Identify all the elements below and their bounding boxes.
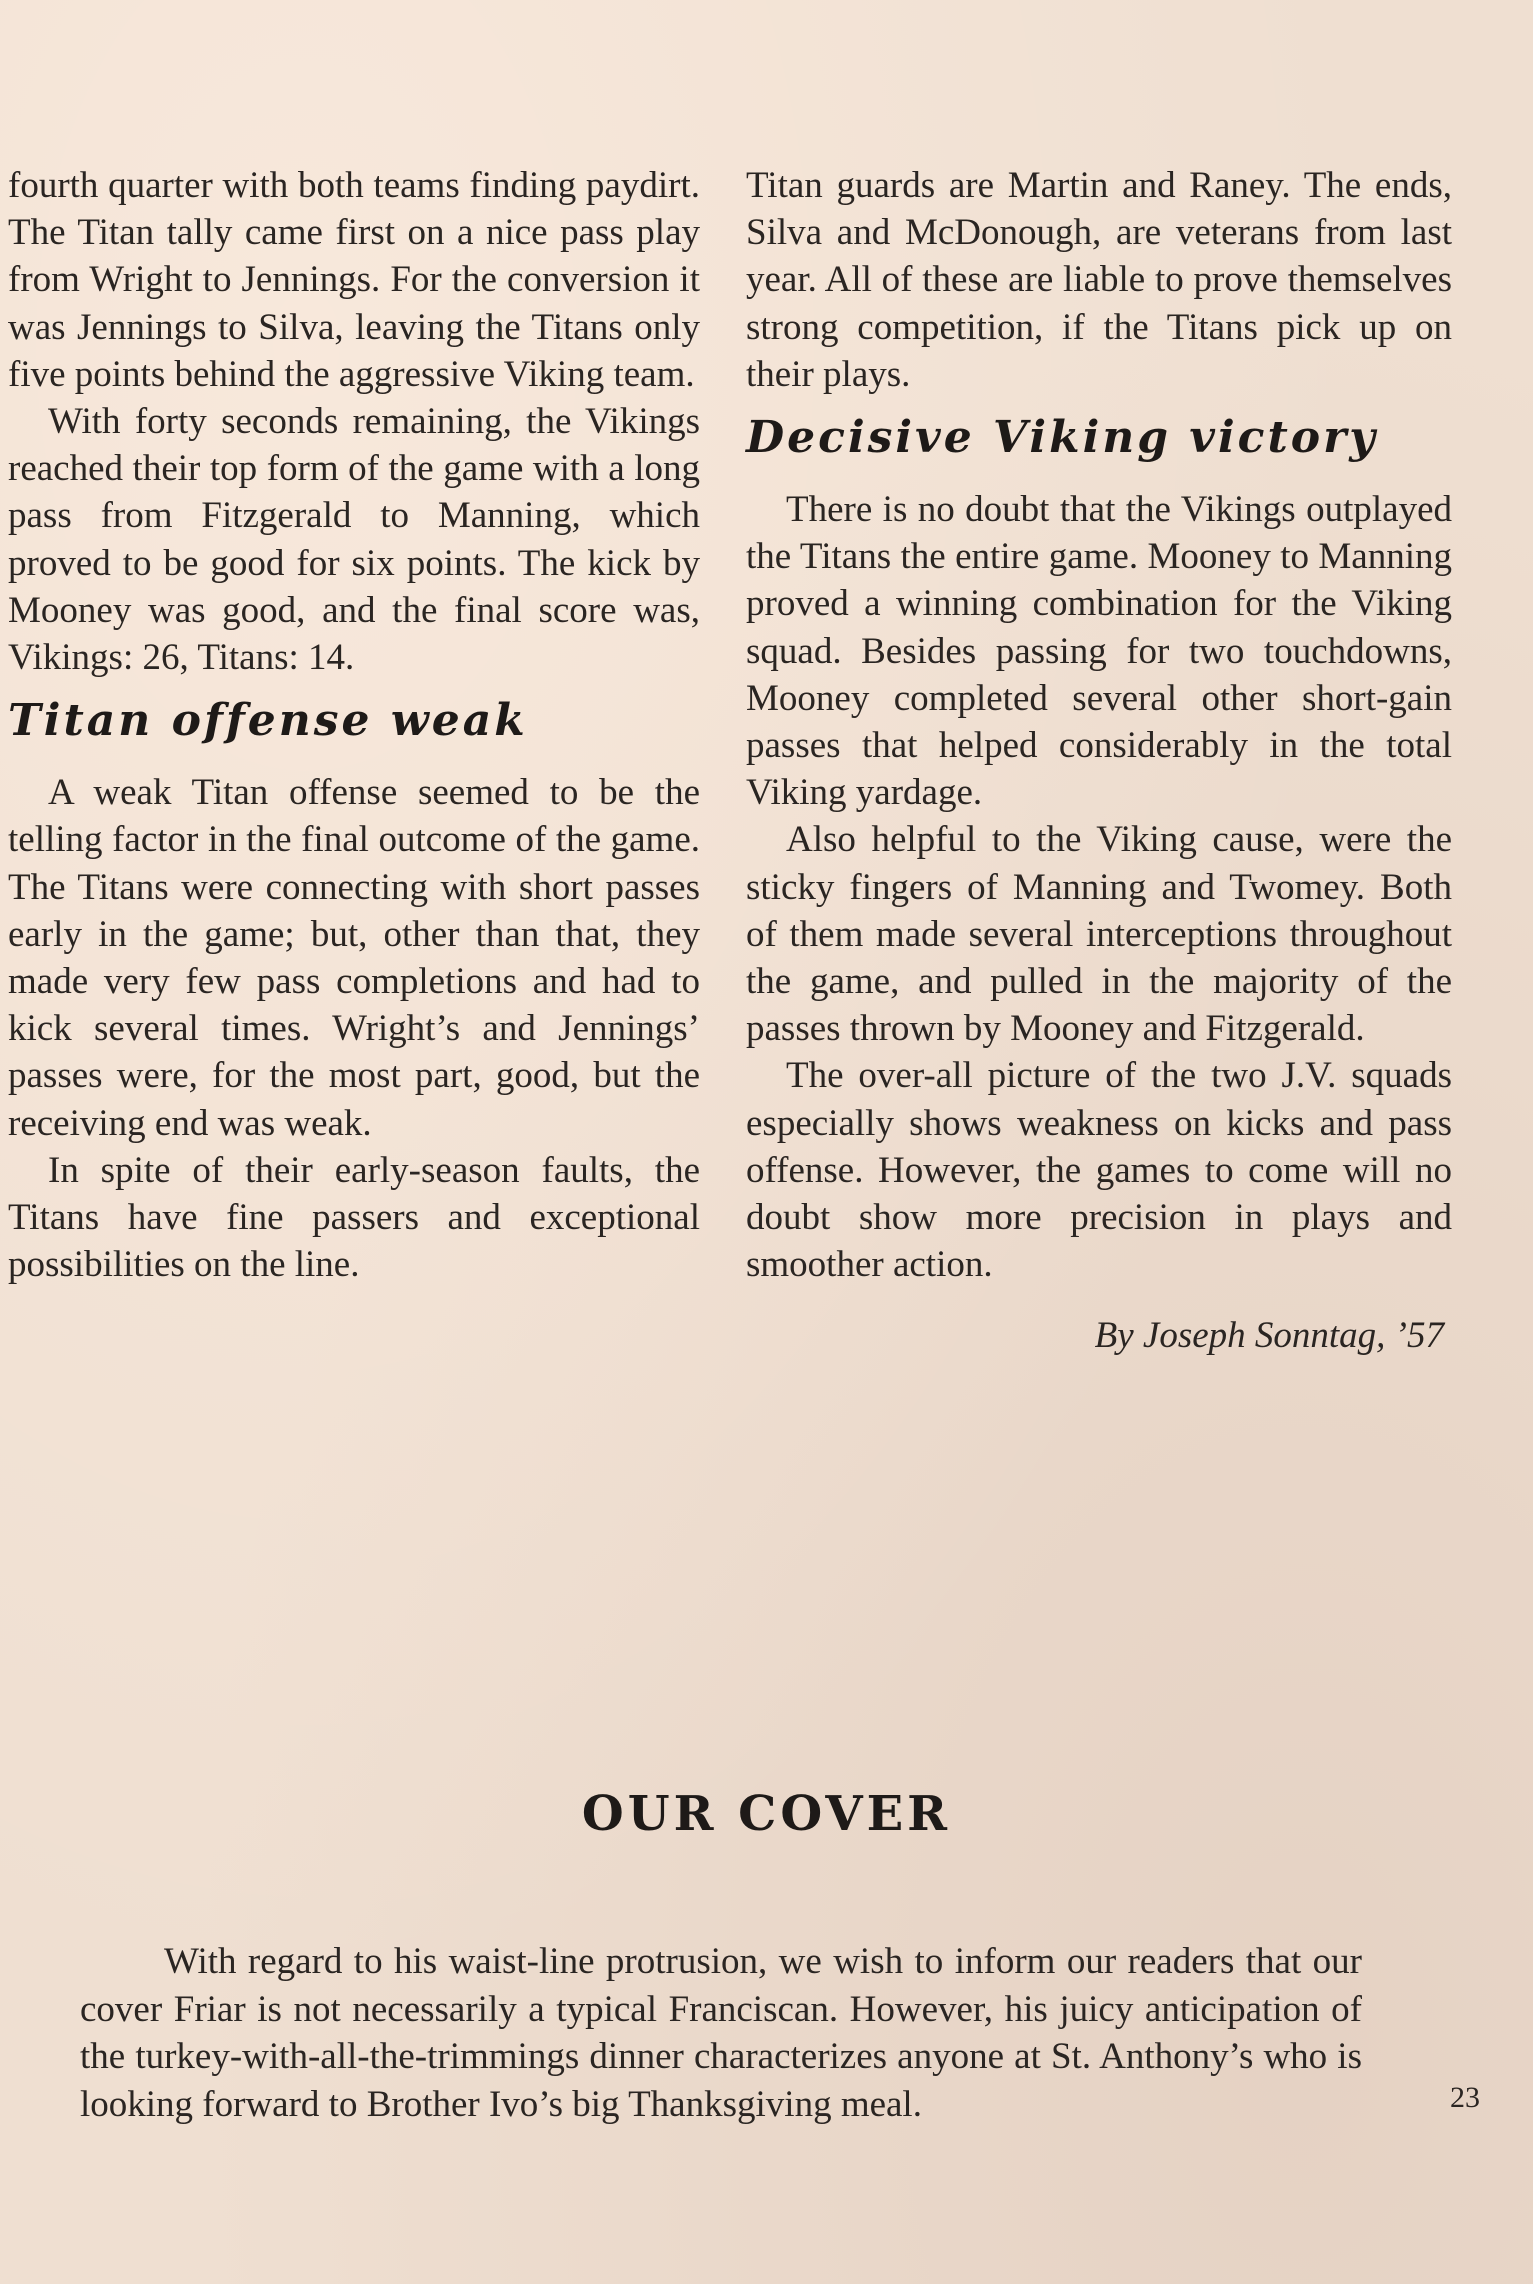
- cover-title: OUR COVER: [581, 1786, 952, 1842]
- subhead-viking-victory: Decisive Viking victory: [746, 412, 1378, 464]
- paragraph: In spite of their early-season faults, the Titans have fine passers and exceptional possibilities on the line.: [8, 1149, 700, 1286]
- subhead-titan-offense: Titan offense weak: [8, 695, 528, 747]
- paragraph: fourth quarter with both teams finding paydirt. The Titan tally came first on a nice pass play from Wright to Jennings. For the conversion it was Jennings to Silva, leaving the Titans only five points behind the aggressive Viking team.: [8, 165, 700, 395]
- page-number: 23: [1450, 2081, 1480, 2114]
- byline: By Joseph Sonntag, ’57: [1094, 1315, 1444, 1357]
- cover-text: With regard to his waist-line protrusion, we wish to inform our readers that our cover Friar is not necessarily a typical Franciscan. However, his juicy anticipation of the turkey-with-all-the-trimmings dinner characterizes anyone at St. Anthony’s who is looking forward to Brother Ivo’s big Thanksgiving meal.: [80, 1941, 1362, 2125]
- paragraph: There is no doubt that the Vikings outplayed the Titans the entire game. Mooney to Manning proved a winning combination for the Viking squad. Besides passing for two touchdowns, Mooney completed several other short-gain passes that helped considerably in the total Viking yardage.: [746, 489, 1452, 814]
- paragraph: The over-all picture of the two J.V. squads especially shows weakness on kicks and pass offense. However, the games to come will no doubt show more precision in plays and smoother action.: [746, 1055, 1452, 1286]
- paragraph: A weak Titan offense seemed to be the telling factor in the final outcome of the game. The Titans were connecting with short passes early in the game; but, other than that, they made very few pass completions and had to kick several times. Wright’s and Jennings’ passes were, for the most part, good, but the receiving end was weak.: [8, 772, 700, 1144]
- right-column: [746, 162, 1452, 1359]
- paragraph: With forty seconds remaining, the Vikings reached their top form of the game with a long pass from Fitzgerald to Manning, which proved to be good for six points. The kick by Mooney was good, and the final score was, Vikings: 26, Titans: 14.: [8, 401, 700, 679]
- paragraph: Titan guards are Martin and Raney. The ends, Silva and McDonough, are veterans from last year. All of these are liable to prove themselves strong competition, if the Titans pick up on their plays.: [746, 165, 1452, 395]
- paragraph: Also helpful to the Viking cause, were the sticky fingers of Manning and Twomey. Both of them made several interceptions throughout the game, and pulled in the majority of the passes thrown by Mooney and Fitzgerald.: [746, 819, 1452, 1050]
- left-column: [8, 162, 700, 1288]
